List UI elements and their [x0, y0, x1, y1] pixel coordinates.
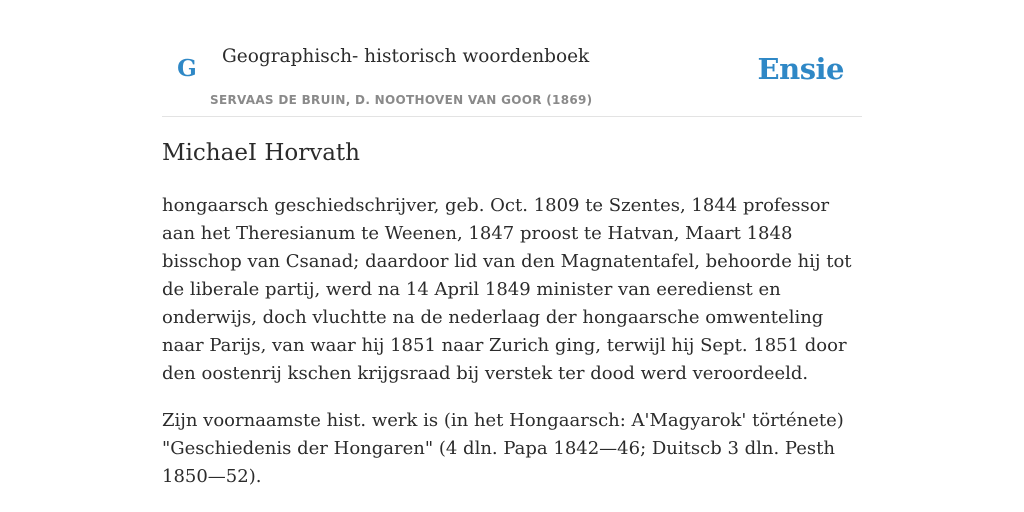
book-author: SERVAAS DE BRUIN, D. NOOTHOVEN VAN GOOR (1869): [210, 93, 593, 107]
book-initial-icon[interactable]: G: [177, 55, 197, 82]
entry-body: [162, 192, 862, 510]
entry-paragraph: Zijn voornaamste hist. werk is (in het Hongaarsch: A'Magyarok' története) "Geschiedenis der Hongaren" (4 dln. Papa 1842—46; Duitscb 3 dln. Pesth 1850—52).: [162, 410, 844, 487]
entry-title: MichaeI Horvath: [162, 140, 360, 166]
book-title-link[interactable]: Geographisch- historisch woordenboek: [222, 46, 590, 67]
entry-page: [162, 0, 862, 487]
entry-paragraph: hongaarsch geschiedschrijver, geb. Oct. 1809 te Szentes, 1844 professor aan het Theresianum te Weenen, 1847 proost te Hatvan, Maart 1848 bisschop van Csanad; daardoor lid van den Magnatentafel, behoorde hij tot de liberale partij, werd na 14 April 1849 minister van eeredienst en onderwijs, doch vluchtte na de nederlaag der hongaarsche omwenteling naar Parijs, van waar hij 1851 naar Zurich ging, terwijl hij Sept. 1851 door den oostenrij kschen krijgsraad bij verstek ter dood werd veroordeeld.: [162, 195, 852, 384]
book-header: [162, 0, 862, 117]
ensie-logo-link[interactable]: Ensie: [757, 52, 844, 86]
